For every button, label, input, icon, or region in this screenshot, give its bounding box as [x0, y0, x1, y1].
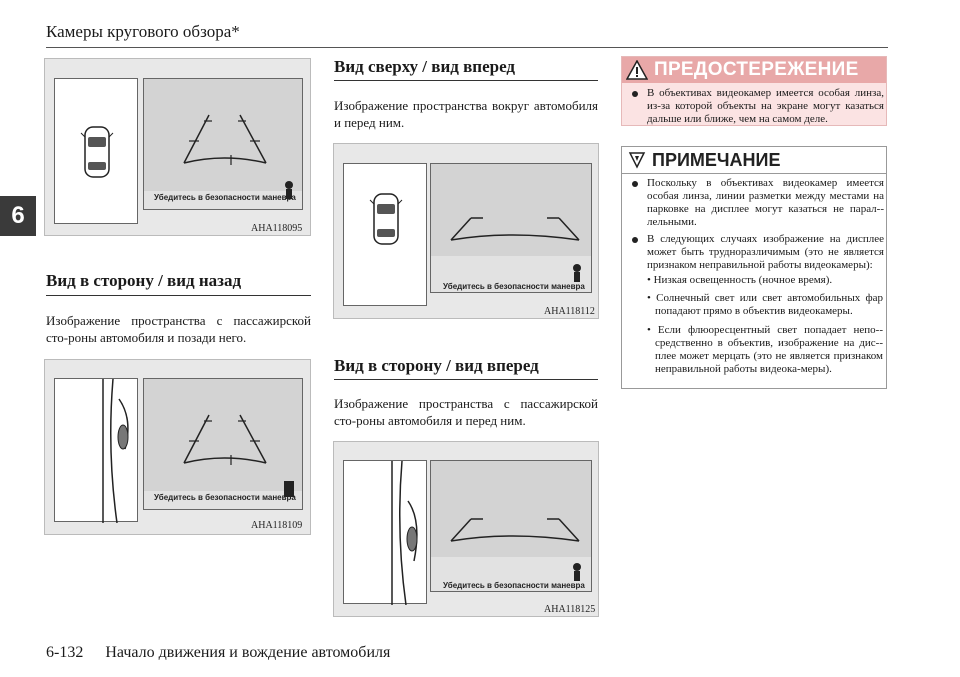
figure-code: AHA118109 — [251, 520, 303, 531]
page-header-title: Камеры кругового обзора* — [46, 22, 240, 41]
sensor-icon — [573, 264, 581, 282]
bullet-icon — [632, 237, 638, 243]
note-item: В следующих случаях изображение на дисплее может быть трудноразличимым (это не является признаком неправильной работы видеокамеры): — [632, 233, 884, 272]
section-text: Изображение пространства с пассажирской сто-роны автомобиля и перед ним. — [334, 396, 598, 428]
camera-view-panel — [430, 460, 592, 592]
figure-caption: Убедитесь в безопасности маневра — [154, 493, 296, 502]
section-heading: Вид в сторону / вид вперед — [334, 356, 539, 375]
figure-caption: Убедитесь в безопасности маневра — [154, 193, 296, 202]
section-divider — [46, 295, 311, 296]
parking-guidelines — [431, 164, 592, 293]
warning-header — [622, 57, 886, 83]
figure-caption: Убедитесь в безопасности маневра — [443, 282, 585, 291]
page-number: 6-132 — [46, 644, 84, 661]
section-text: Изображение пространства вокруг автомобиля и перед ним. — [334, 98, 598, 130]
page-footer — [46, 644, 390, 662]
parking-guidelines — [144, 79, 303, 210]
note-subitem: • Низкая освещенность (ночное время). — [647, 274, 833, 286]
warning-item: В объективах видеокамер имеется особая линза, из-за которой объекты на экране могут казаться дальше или ближе, чем на самом деле. — [632, 87, 884, 126]
warning-triangle-icon — [626, 60, 648, 80]
camera-view-panel — [143, 78, 303, 210]
figure-side-view-front — [333, 441, 599, 617]
camera-view-panel — [143, 378, 303, 510]
note-header — [622, 147, 886, 174]
header-divider — [46, 47, 888, 48]
overhead-view-panel — [54, 78, 138, 224]
figure-code: AHA118125 — [544, 604, 596, 615]
camera-view-panel — [430, 163, 592, 293]
car-side-icon — [344, 461, 428, 605]
section-heading: Вид в сторону / вид назад — [46, 271, 242, 290]
car-top-icon — [55, 79, 139, 225]
bullet-icon — [632, 91, 638, 97]
side-view-panel — [343, 460, 427, 604]
note-box — [621, 146, 887, 389]
warning-title: ПРЕДОСТЕРЕЖЕНИЕ — [654, 59, 859, 80]
footer-section-title: Начало движения и вождение автомобиля — [105, 644, 391, 661]
parking-guidelines — [144, 379, 303, 510]
car-top-icon — [344, 164, 428, 307]
chapter-tab: 6 — [0, 196, 36, 236]
figure-side-view-rear — [44, 359, 311, 535]
figure-top-view-front — [333, 143, 599, 319]
section-heading: Вид сверху / вид вперед — [334, 57, 516, 76]
warning-box — [621, 56, 887, 126]
note-subitem: • Если флюоресцентный свет попадает непо-средственно в объектив, изображение на дис-плее может мерцать (это не является признаком неправильной работы видеока-меры). — [647, 324, 883, 375]
sensor-icon — [573, 563, 581, 581]
figure-code: AHA118095 — [251, 223, 303, 234]
car-side-icon — [55, 379, 139, 523]
note-item: Поскольку в объективах видеокамер имеется особая линза, линии разметки между местами на парковке на дисплее могут казаться не парал-лельными. — [632, 177, 884, 229]
figure-code: AHA118112 — [544, 306, 595, 317]
note-subitem: • Солнечный свет или свет автомобильных фар попадают прямо в объектив видеокамеры. — [647, 292, 883, 317]
side-view-panel — [54, 378, 138, 522]
section-text: Изображение пространства с пассажирской сто-роны автомобиля и позади него. — [46, 313, 311, 345]
overhead-view-panel — [343, 163, 427, 306]
figure-caption: Убедитесь в безопасности маневра — [443, 581, 585, 590]
figure-top-view-rear — [44, 58, 311, 236]
bullet-icon — [632, 181, 638, 187]
note-title: ПРИМЕЧАНИЕ — [652, 149, 781, 170]
section-divider — [334, 379, 598, 380]
parking-guidelines — [431, 461, 592, 592]
info-pencil-icon — [626, 150, 648, 170]
section-divider — [334, 80, 598, 81]
